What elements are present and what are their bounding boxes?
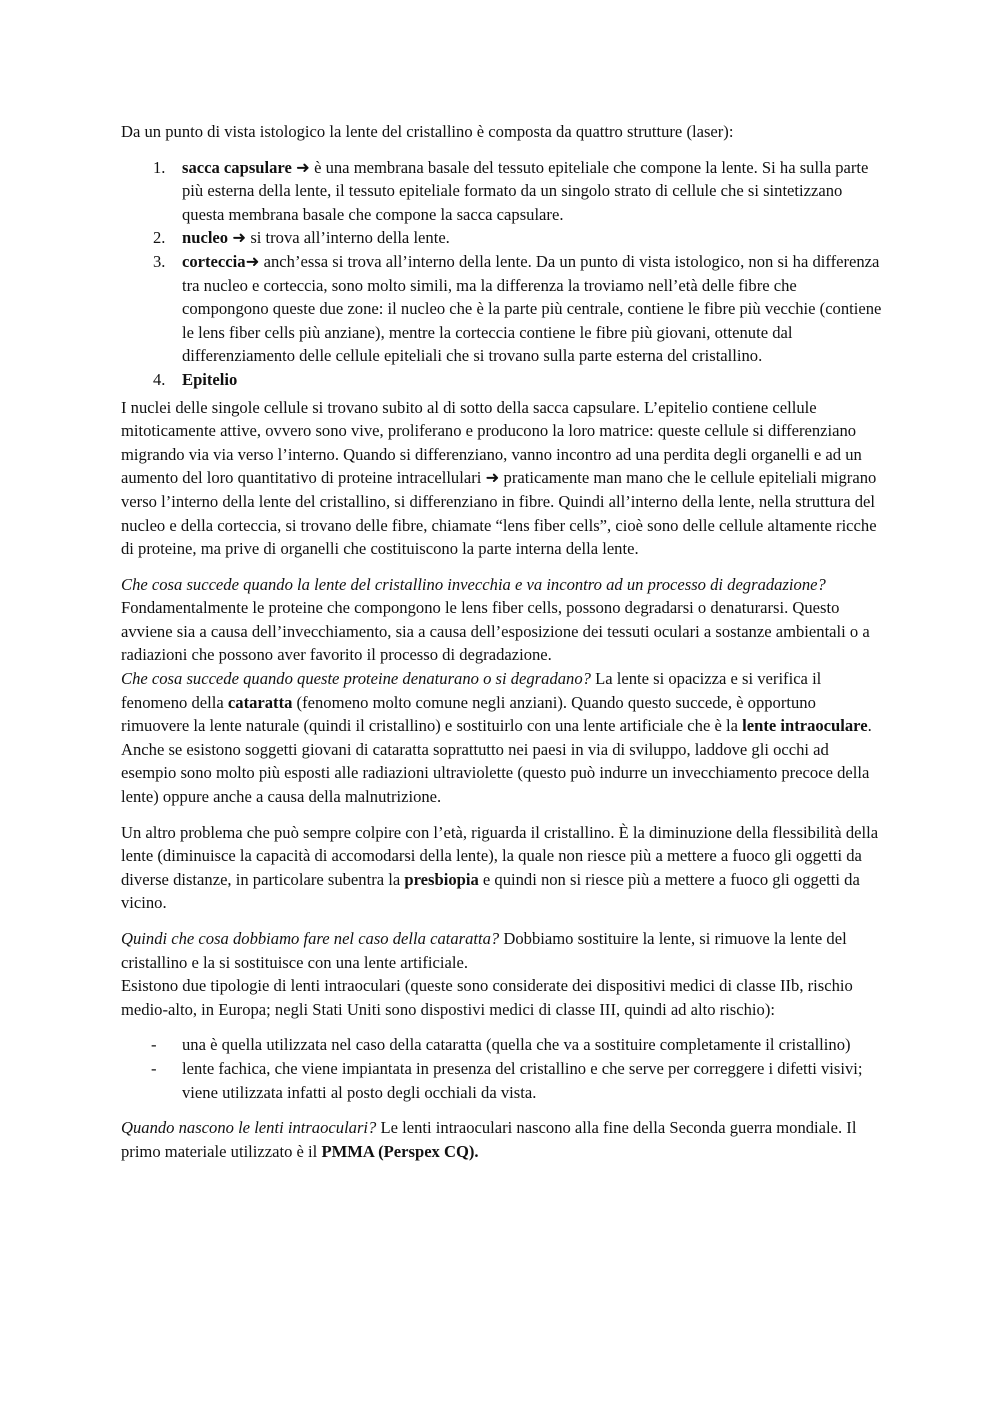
- term-presbiopia: presbiopia: [404, 869, 479, 889]
- intro-paragraph: Da un punto di vista istologico la lente del cristallino è composta da quattro strutture (laser):: [121, 122, 734, 141]
- paragraph-history: [121, 1116, 883, 1163]
- term-pmma: PMMA (Perspex CQ).: [321, 1141, 479, 1161]
- list-item: [121, 1033, 883, 1057]
- paragraph-text: praticamente man mano che le cellule epiteliali migrano verso l’interno della lente del cristallino, si differenziano in fibre. Quindi all’interno della lente, nella struttura del nucleo e della corteccia, si trovano delle fibre, chiamate “lens fiber cells”, cioè sono delle cellule altamente ricche di proteine, ma prive di organelli che costituiscono la parte interna della lente.: [121, 468, 877, 559]
- paragraph-text: Dobbiamo sostituire la lente, si rimuove la lente del cristallino e la si sostituisce con una lente artificiale.: [121, 929, 847, 972]
- list-item: [121, 368, 883, 392]
- list-item-text: una è quella utilizzata nel caso della cataratta (quella che va a sostituire completamente il cristallino): [182, 1035, 851, 1055]
- term-nucleo: nucleo: [182, 228, 229, 248]
- paragraph-degradation: [121, 573, 883, 809]
- structures-list: [121, 156, 883, 392]
- arrow-icon: ➜: [291, 157, 310, 177]
- term-sacca-capsulare: sacca capsulare: [182, 157, 292, 177]
- term-cataratta: cataratta: [227, 692, 293, 712]
- paragraph-text: (fenomeno molto comune negli anziani). Quando questo succede, è opportuno rimuovere la lente naturale (quindi il cristallino) e sostituirlo con una lente artificiale che è la: [121, 692, 816, 736]
- arrow-icon: ➜: [228, 228, 247, 248]
- paragraph-text: I nuclei delle singole cellule si trovano subito al di sotto della sacca capsulare. L’epitelio contiene cellule mitoticamente attive, ovvero sono vive, proliferano e producono la loro matrice: queste cellule si differenziano migrando via via verso l’interno. Quando si differenziano, vanno incontro ad una perdita degli organelli e ad un aumento del loro quantitativo di proteine intracellulari: [121, 397, 862, 488]
- lens-types-list: [121, 1033, 883, 1104]
- list-number: 3.: [153, 251, 166, 271]
- question-text: Che cosa succede quando queste proteine denaturano o si degradano?: [121, 669, 591, 689]
- paragraph-text: La lente si opacizza e si verifica il fenomeno della: [121, 669, 822, 712]
- document-page: [121, 120, 883, 1175]
- list-item: [121, 156, 883, 227]
- paragraph-text: Fondamentalmente le proteine che compongono le lens fiber cells, possono degradarsi o denaturarsi. Questo avviene sia a causa dell’invecchiamento, sia a causa dell’esposizione dei tessuti oculari a sostanze ambientali o a radiazioni che possono aver favorito il processo di degradazione.: [121, 598, 870, 665]
- list-item-text: è una membrana basale del tessuto epiteliale che compone la lente. Si ha sulla parte più esterna della lente, il tessuto epiteliale formato da un singolo strato di cellule che si sintetizzano questa membrana basale che compone la sacca capsulare.: [182, 157, 869, 224]
- paragraph-presbyopia: [121, 821, 883, 915]
- paragraph-text: . Anche se esistono soggetti giovani di cataratta soprattutto nei paesi in via di sviluppo, laddove gli occhi ad esempio sono molto più esposti alle radiazioni ultraviolette (questo può indurre un invecchiamento precoce della lente) oppure anche a causa della malnutrizione.: [121, 716, 872, 807]
- list-item-text: lente fachica, che viene impiantata in presenza del cristallino e che serve per correggere i difetti visivi; viene utilizzata infatti al posto degli occhiali da vista.: [182, 1058, 863, 1102]
- list-item-text: anch’essa si trova all’interno della lente. Da un punto di vista istologico, non si ha differenza tra nucleo e corteccia, sono molto simili, ma la differenza la troviamo nell’età delle fibre che compongono queste due zone: il nucleo che è la parte più centrale, contiene le fibre più vecchie (contiene le lens fiber cells più anziane), mentre la corteccia contiene le fibre più giovani, ottenute dal differenziamento delle cellule epiteliali che si trovano sulla parte esterna del cristallino.: [182, 251, 882, 366]
- arrow-icon: ➜: [485, 468, 500, 488]
- paragraph-text: e quindi non si riesce più a mettere a fuoco gli oggetti da vicino.: [121, 869, 860, 913]
- dash-bullet: -: [151, 1035, 157, 1055]
- list-number: 2.: [153, 228, 166, 248]
- term-lente-intraoculare: lente intraoculare: [742, 716, 868, 736]
- question-text: Che cosa succede quando la lente del cristallino invecchia e va incontro ad un processo di degradazione?: [121, 574, 826, 594]
- list-number: 4.: [153, 369, 166, 389]
- list-item: [121, 1057, 883, 1104]
- list-number: 1.: [153, 157, 166, 177]
- paragraph-text: Le lenti intraoculari nascono alla fine della Seconda guerra mondiale. Il primo materiale utilizzato è il: [121, 1118, 857, 1161]
- term-corteccia: corteccia: [182, 251, 246, 271]
- list-item: [121, 250, 883, 368]
- question-text: Quindi che cosa dobbiamo fare nel caso della cataratta?: [121, 929, 500, 948]
- question-text: Quando nascono le lenti intraoculari?: [121, 1118, 377, 1138]
- arrow-icon: ➜: [245, 251, 260, 271]
- term-epitelio: Epitelio: [182, 369, 238, 389]
- list-item-text: si trova all’interno della lente.: [246, 228, 450, 248]
- dash-bullet: -: [151, 1058, 157, 1078]
- list-item: [121, 226, 883, 250]
- paragraph-text: Un altro problema che può sempre colpire con l’età, riguarda il cristallino. È la diminuzione della flessibilità della lente (diminuisce la capacità di accomodarsi della lente), la quale non riesce più a mettere a fuoco gli oggetti da diverse distanze, in particolare subentra la: [121, 822, 879, 889]
- paragraph-text: Esistono due tipologie di lenti intraoculari (queste sono considerate dei dispositivi medici di classe IIb, rischio medio-alto, in Europa; negli Stati Uniti sono dispostivi medici di classe III, quindi ad alto rischio):: [121, 976, 853, 1019]
- paragraph-nuclei: [121, 396, 883, 561]
- paragraph-cataract: [121, 927, 883, 1021]
